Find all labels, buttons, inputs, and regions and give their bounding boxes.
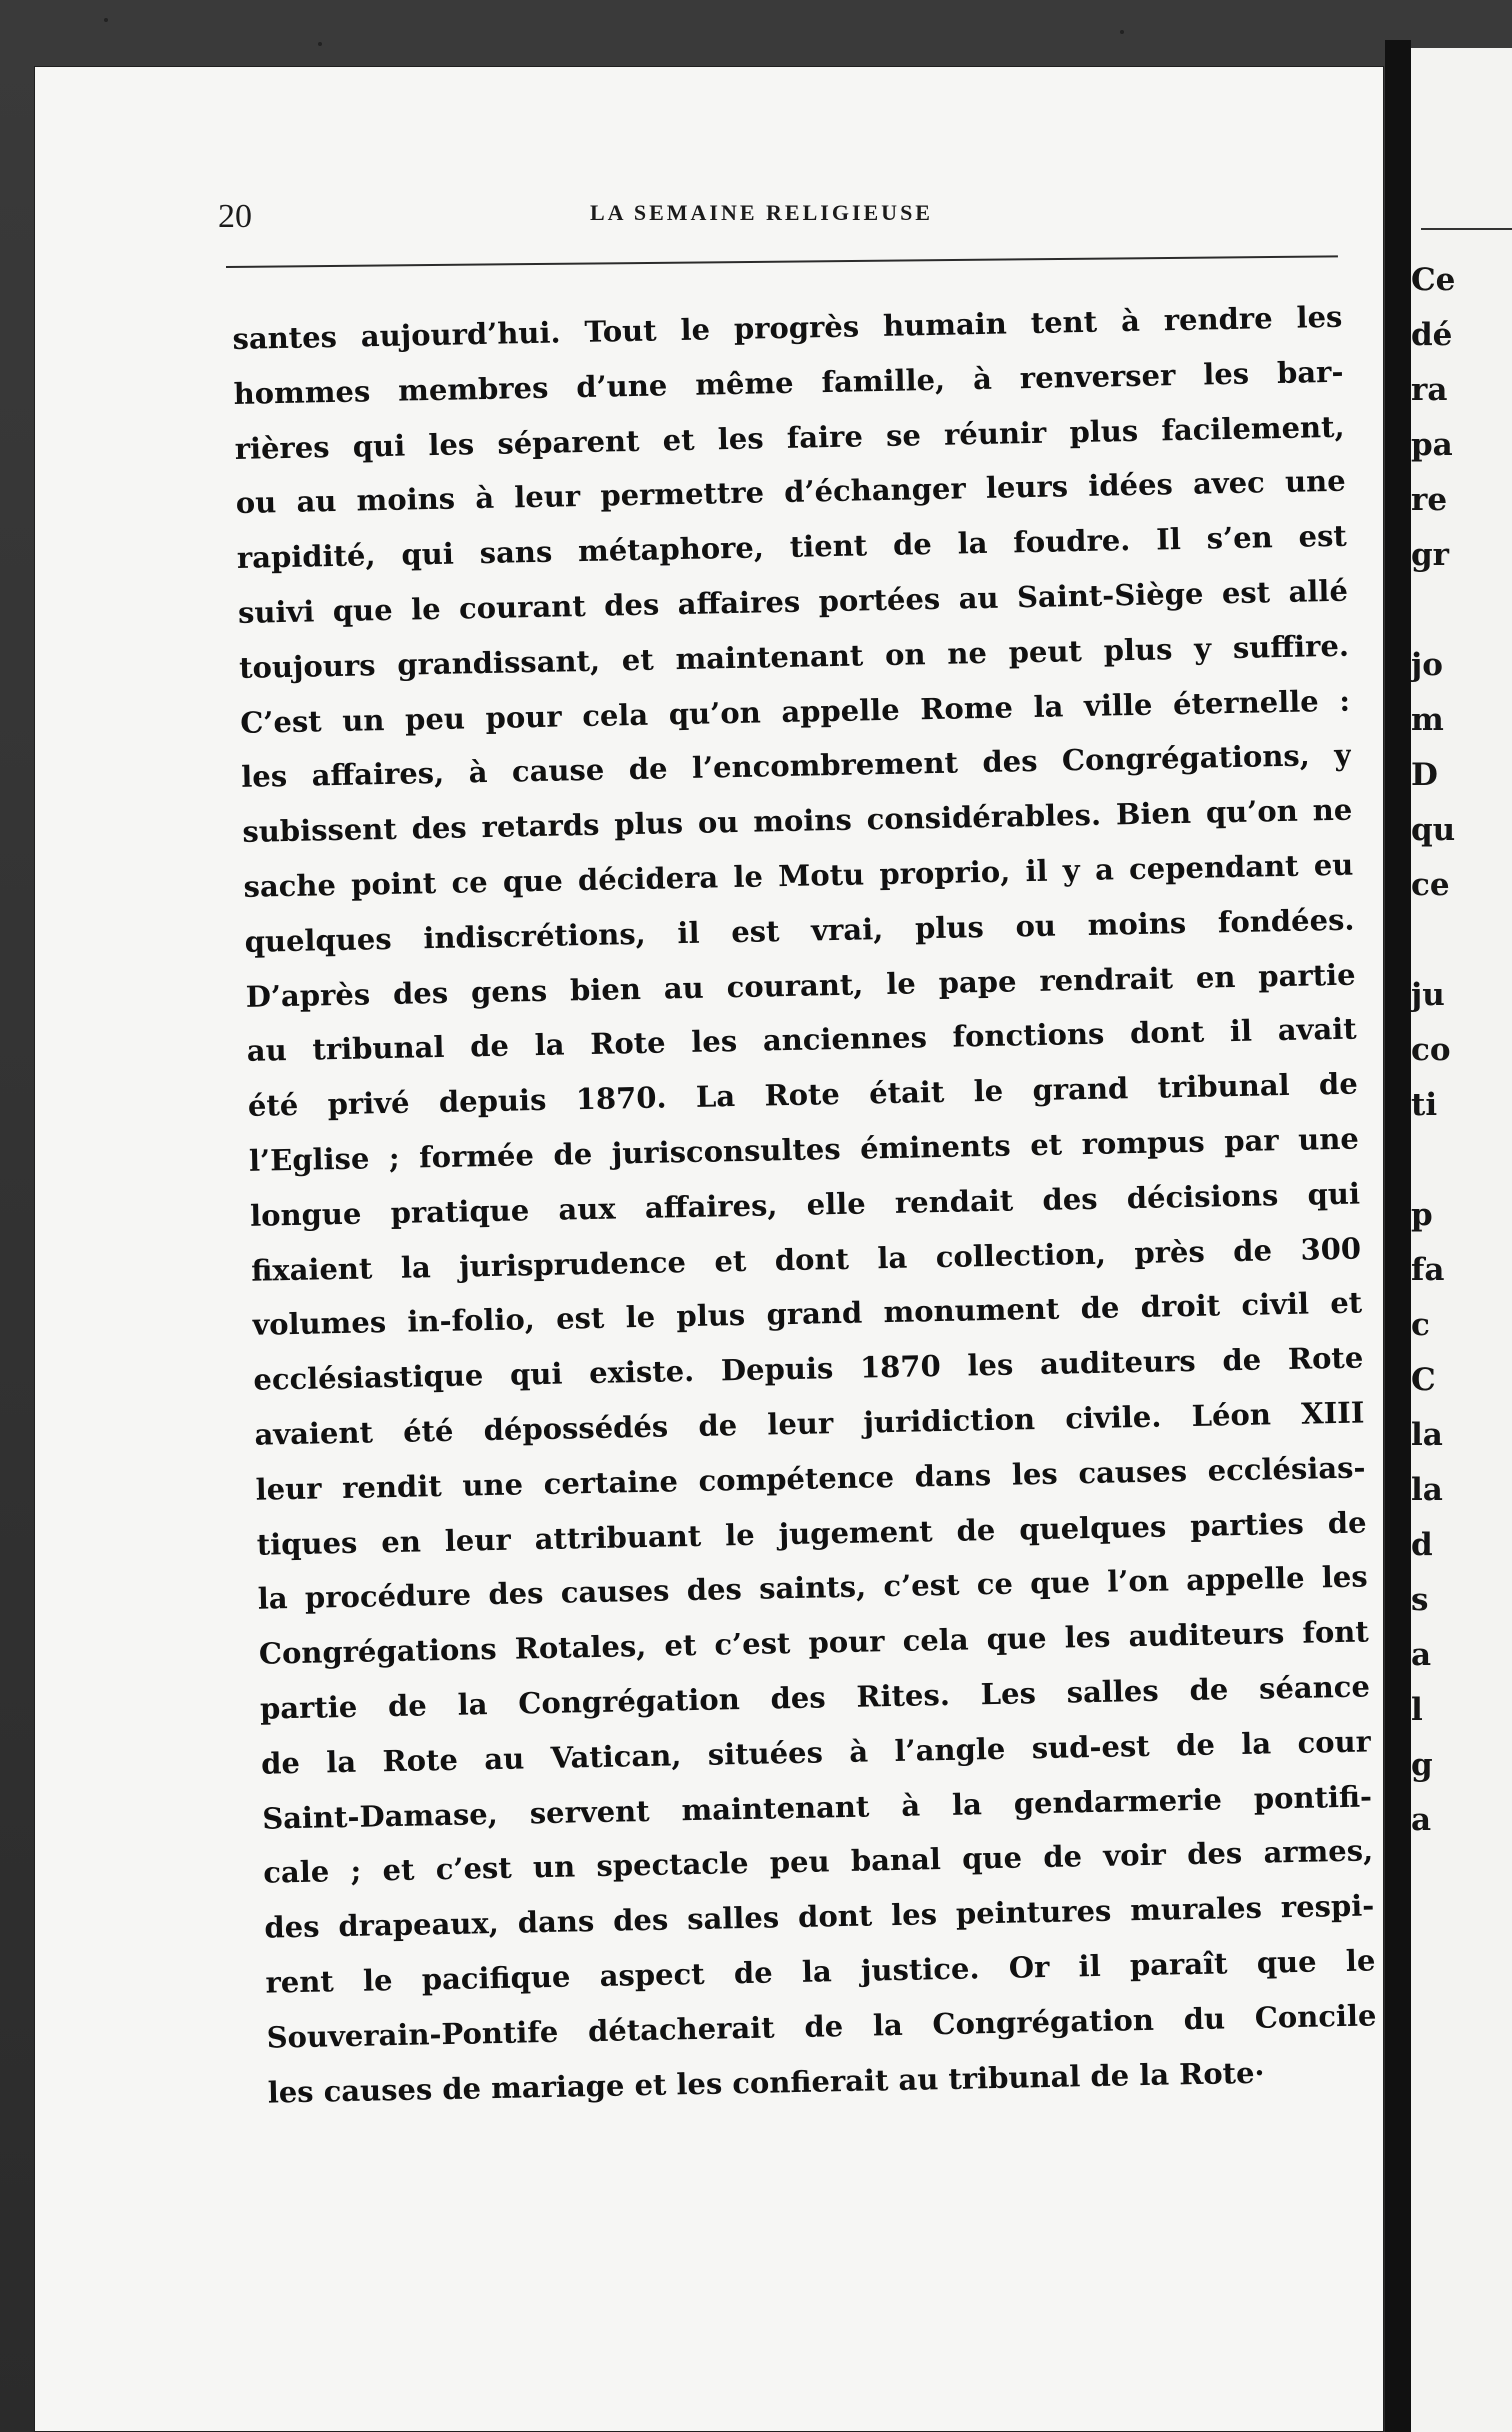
text-line: l’Eglise ; formée de jurisconsultes éminents et rompus par une xyxy=(248,1121,1360,1178)
facing-text-fragment: g xyxy=(1411,1747,1433,1783)
body-text xyxy=(232,290,1378,2120)
facing-text-fragment: dé xyxy=(1411,317,1453,353)
facing-text-fragment: la xyxy=(1411,1417,1443,1453)
facing-text-fragment: re xyxy=(1411,482,1448,518)
facing-page xyxy=(1411,48,1512,2432)
text-line: la procédure des causes des saints, c’est ce que l’on appelle les xyxy=(257,1559,1368,1617)
facing-text-fragment: m xyxy=(1411,702,1444,738)
facing-text-fragment xyxy=(1411,583,1455,638)
facing-text-fragment: s xyxy=(1411,1582,1429,1618)
facing-text-fragment xyxy=(1411,913,1455,968)
text-line: rent le pacifique aspect de la justice. Or il paraît que le xyxy=(265,1943,1376,2000)
facing-text-fragment xyxy=(1411,1133,1455,1188)
text-line: subissent des retards plus ou moins considérables. Bien qu’on ne xyxy=(242,792,1353,850)
facing-page-header-rule xyxy=(1421,228,1512,230)
text-line: quelques indiscrétions, il est vrai, plus ou moins fondées. xyxy=(244,902,1355,959)
text-line: rapidité, qui sans métaphore, tient de la foudre. Il s’en est xyxy=(236,518,1348,576)
text-line: ou au moins à leur permettre d’échanger leurs idées avec une xyxy=(235,464,1346,521)
facing-text-fragment: fa xyxy=(1411,1252,1445,1288)
text-line: les affaires, à cause de l’encombrement des Congrégations, y xyxy=(240,738,1352,795)
dust-speck xyxy=(1120,30,1124,34)
text-line: tiques en leur attribuant le jugement de quelques parties de xyxy=(256,1505,1367,1562)
facing-text-fragment: C xyxy=(1411,1362,1436,1398)
facing-text-fragment: ti xyxy=(1411,1087,1438,1123)
page-number: 20 xyxy=(218,198,252,235)
facing-text-fragment: ce xyxy=(1411,867,1450,903)
facing-page-text xyxy=(1411,253,1455,1848)
text-line: partie de la Congrégation des Rites. Les salles de séance xyxy=(259,1669,1371,1726)
running-head: LA SEMAINE RELIGIEUSE xyxy=(590,200,933,225)
facing-text-fragment: p xyxy=(1411,1197,1433,1233)
facing-text-fragment: c xyxy=(1411,1307,1430,1343)
text-line: Congrégations Rotales, et c’est pour cela que les auditeurs font xyxy=(258,1614,1370,1671)
text-line: toujours grandissant, et maintenant on ne peut plus y suffire. xyxy=(238,628,1350,685)
facing-text-fragment: gr xyxy=(1411,537,1450,573)
facing-text-fragment: ju xyxy=(1411,977,1445,1013)
facing-text-fragment: qu xyxy=(1411,812,1456,848)
text-line: été privé depuis 1870. La Rote était le grand tribunal de xyxy=(247,1066,1359,1123)
text-line: avaient été dépossédés de leur juridiction civile. Léon XIII xyxy=(254,1395,1365,1452)
text-line: rières qui les séparent et les faire se réunir plus facilement, xyxy=(234,409,1345,466)
text-line: C’est un peu pour cela qu’on appelle Rome la ville éternelle : xyxy=(239,683,1351,740)
text-line: volumes in-folio, est le plus grand monument de droit civil et xyxy=(251,1285,1363,1343)
facing-text-fragment: d xyxy=(1411,1527,1433,1563)
text-line: suivi que le courant des affaires portées au Saint-Siège est allé xyxy=(237,573,1349,630)
facing-text-fragment: D xyxy=(1411,757,1438,793)
facing-text-fragment: pa xyxy=(1411,427,1453,463)
text-line: hommes membres d’une même famille, à renverser les bar- xyxy=(233,354,1344,411)
text-line: des drapeaux, dans des salles dont les peintures murales respi- xyxy=(264,1888,1375,1945)
text-line: au tribunal de la Rote les anciennes fonctions dont il avait xyxy=(246,1011,1357,1069)
text-line: ecclésiastique qui existe. Depuis 1870 les auditeurs de Rote xyxy=(253,1340,1364,1397)
text-line: santes aujourd’hui. Tout le progrès humain tent à rendre les xyxy=(232,299,1343,356)
facing-text-fragment: ra xyxy=(1411,372,1448,408)
text-line: leur rendit une certaine compétence dans les causes ecclésias- xyxy=(255,1450,1366,1507)
text-line: sache point ce que décidera le Motu proprio, il y a cependant eu xyxy=(243,847,1354,904)
facing-text-fragment: a xyxy=(1411,1637,1432,1673)
text-line: Saint-Damase, servent maintenant à la gendarmerie pontifi- xyxy=(261,1778,1373,1836)
book-gutter xyxy=(1385,40,1411,2432)
text-line: cale ; et c’est un spectacle peu banal que de voir des armes, xyxy=(262,1833,1374,1890)
text-line: longue pratique aux affaires, elle rendait des décisions qui xyxy=(249,1176,1361,1233)
facing-text-fragment: a xyxy=(1411,1802,1432,1838)
dust-speck xyxy=(318,42,322,46)
facing-text-fragment: la xyxy=(1411,1472,1443,1508)
text-line: les causes de mariage et les confierait au tribunal de la Rote· xyxy=(267,2055,1265,2110)
facing-text-fragment: l xyxy=(1411,1692,1423,1728)
dust-speck xyxy=(104,18,108,22)
facing-text-fragment: co xyxy=(1411,1032,1451,1068)
text-line: fixaient la jurisprudence et dont la collection, près de 300 xyxy=(250,1231,1362,1288)
facing-text-fragment: jo xyxy=(1411,647,1443,683)
facing-text-fragment: Ce xyxy=(1411,262,1456,298)
text-line: D’après des gens bien au courant, le pape rendrait en partie xyxy=(245,957,1356,1014)
text-line: de la Rote au Vatican, situées à l’angle sud-est de la cour xyxy=(260,1724,1372,1781)
text-line: Souverain-Pontife détacherait de la Congrégation du Concile xyxy=(266,1998,1377,2055)
